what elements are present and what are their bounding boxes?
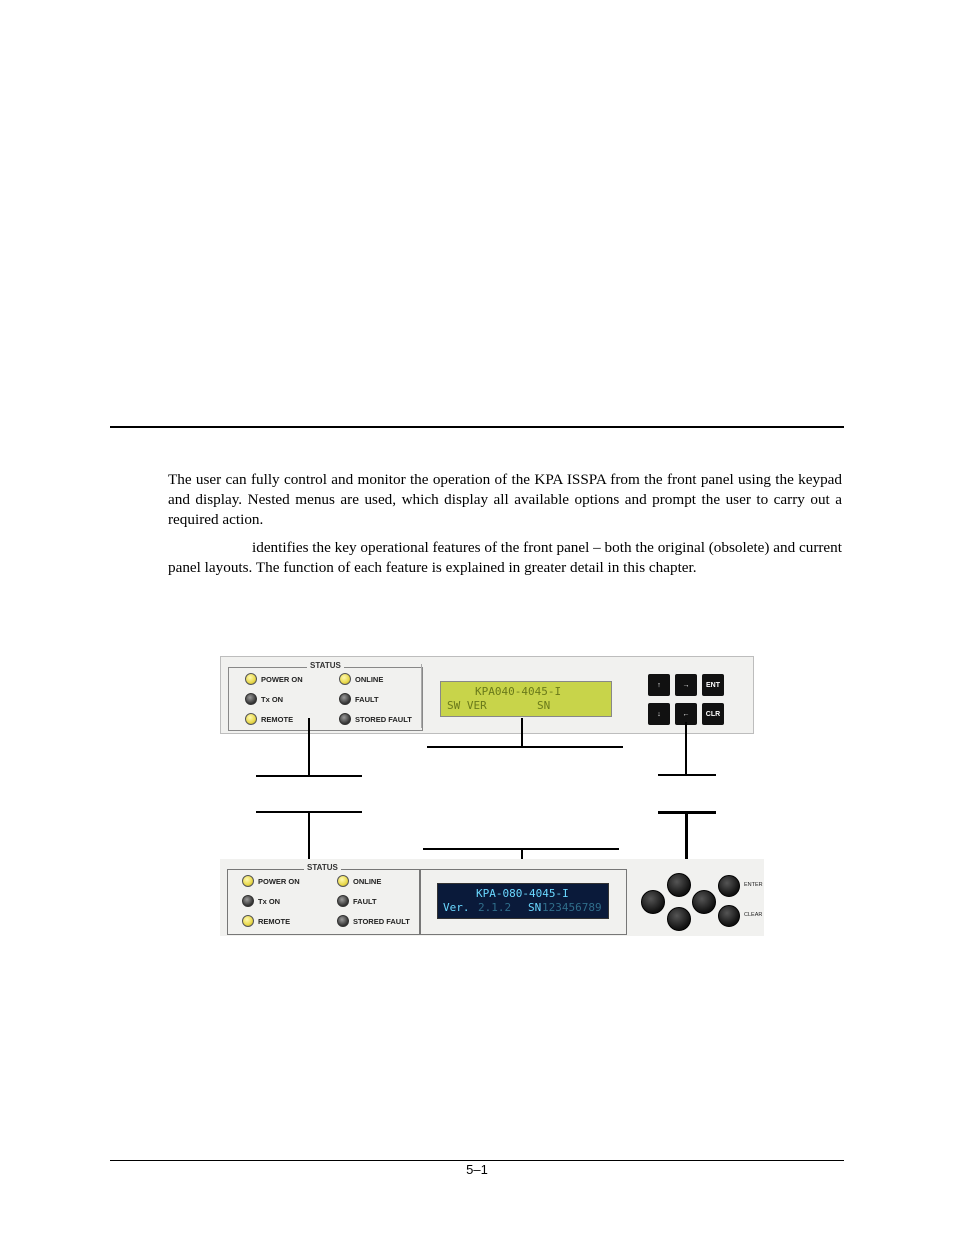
keypad-leader-top-bar bbox=[658, 774, 716, 776]
old-tx-on-label: Tx ON bbox=[261, 695, 284, 704]
old-status-title: STATUS bbox=[307, 661, 344, 670]
new-vfd-line2-sn: SN bbox=[528, 901, 542, 914]
new-status-title: STATUS bbox=[304, 863, 341, 872]
old-lcd-line1: KPA040-4045-I bbox=[475, 685, 562, 698]
new-clear-label: CLEAR bbox=[744, 912, 763, 918]
old-right-key[interactable]: → bbox=[675, 674, 697, 696]
new-vfd-line1: KPA-080-4045-I bbox=[476, 887, 569, 900]
status-leader-top-bar bbox=[256, 775, 362, 777]
intro-paragraph: The user can fully control and monitor the operation of the KPA ISSPA from the front panel using the keypad and display. Nested menus are used, which display all available options and prompt the user to carry out a required action. bbox=[168, 471, 842, 528]
new-up-key[interactable] bbox=[667, 873, 691, 897]
status-leader-top-vertical bbox=[308, 718, 310, 776]
old-remote-label: REMOTE bbox=[261, 715, 294, 724]
old-up-key[interactable]: ↑ bbox=[648, 674, 670, 696]
old-fault-led bbox=[339, 693, 351, 705]
old-left-key[interactable]: ← bbox=[675, 703, 697, 725]
new-tx-on-led bbox=[242, 895, 254, 907]
old-remote-led bbox=[245, 713, 257, 725]
new-left-key[interactable] bbox=[641, 890, 665, 914]
old-stored-fault-led bbox=[339, 713, 351, 725]
new-remote-led bbox=[242, 915, 254, 927]
old-power-on-led bbox=[245, 673, 257, 685]
new-fault-label: FAULT bbox=[353, 897, 377, 906]
old-lcd-display bbox=[440, 681, 612, 717]
old-lcd-line2-sn: SN bbox=[537, 699, 551, 712]
footer-rule bbox=[110, 1160, 844, 1161]
old-fault-label: FAULT bbox=[355, 695, 379, 704]
new-front-panel bbox=[220, 859, 764, 936]
new-right-key[interactable] bbox=[692, 890, 716, 914]
new-vfd-line2-label: Ver. bbox=[443, 901, 470, 914]
new-online-label: ONLINE bbox=[353, 877, 382, 886]
new-clear-key[interactable] bbox=[718, 905, 740, 927]
header-rule bbox=[110, 426, 844, 428]
new-power-on-label: POWER ON bbox=[258, 877, 300, 886]
old-clr-key[interactable]: CLR bbox=[702, 703, 724, 725]
old-ent-key[interactable]: ENT bbox=[702, 674, 724, 696]
new-enter-key[interactable] bbox=[718, 875, 740, 897]
new-vfd-line2-version: 2.1.2 bbox=[478, 901, 512, 914]
new-tx-on-label: Tx ON bbox=[258, 897, 281, 906]
new-power-on-led bbox=[242, 875, 254, 887]
new-stored-fault-led bbox=[337, 915, 349, 927]
old-online-led bbox=[339, 673, 351, 685]
new-fault-led bbox=[337, 895, 349, 907]
display-leader-top-bar bbox=[427, 746, 623, 748]
new-stored-fault-label: STORED FAULT bbox=[353, 917, 410, 926]
old-tx-on-led bbox=[245, 693, 257, 705]
new-enter-label: ENTER bbox=[744, 882, 763, 888]
page-number: 5–1 bbox=[466, 1162, 488, 1177]
new-remote-label: REMOTE bbox=[258, 917, 291, 926]
old-stored-fault-label: STORED FAULT bbox=[355, 715, 412, 724]
figure-reference-paragraph bbox=[168, 538, 842, 578]
new-online-led bbox=[337, 875, 349, 887]
new-down-key[interactable] bbox=[667, 907, 691, 931]
old-front-panel bbox=[220, 656, 754, 734]
old-panel-divider bbox=[421, 664, 422, 728]
old-power-on-label: POWER ON bbox=[261, 675, 303, 684]
old-lcd-line2-label: SW VER bbox=[447, 699, 487, 712]
new-vfd-display bbox=[437, 883, 609, 919]
old-down-key[interactable]: ↓ bbox=[648, 703, 670, 725]
figure-reference-text: identifies the key operational features of the front panel – both the original (obsolete) and current panel layouts. The function of each feature is explained in greater detail in this chapter. bbox=[168, 539, 842, 576]
old-online-label: ONLINE bbox=[355, 675, 384, 684]
display-leader-top-vertical bbox=[521, 718, 523, 747]
new-vfd-line2-sn-value: 123456789 bbox=[542, 901, 602, 914]
keypad-leader-top-vertical bbox=[685, 722, 687, 775]
